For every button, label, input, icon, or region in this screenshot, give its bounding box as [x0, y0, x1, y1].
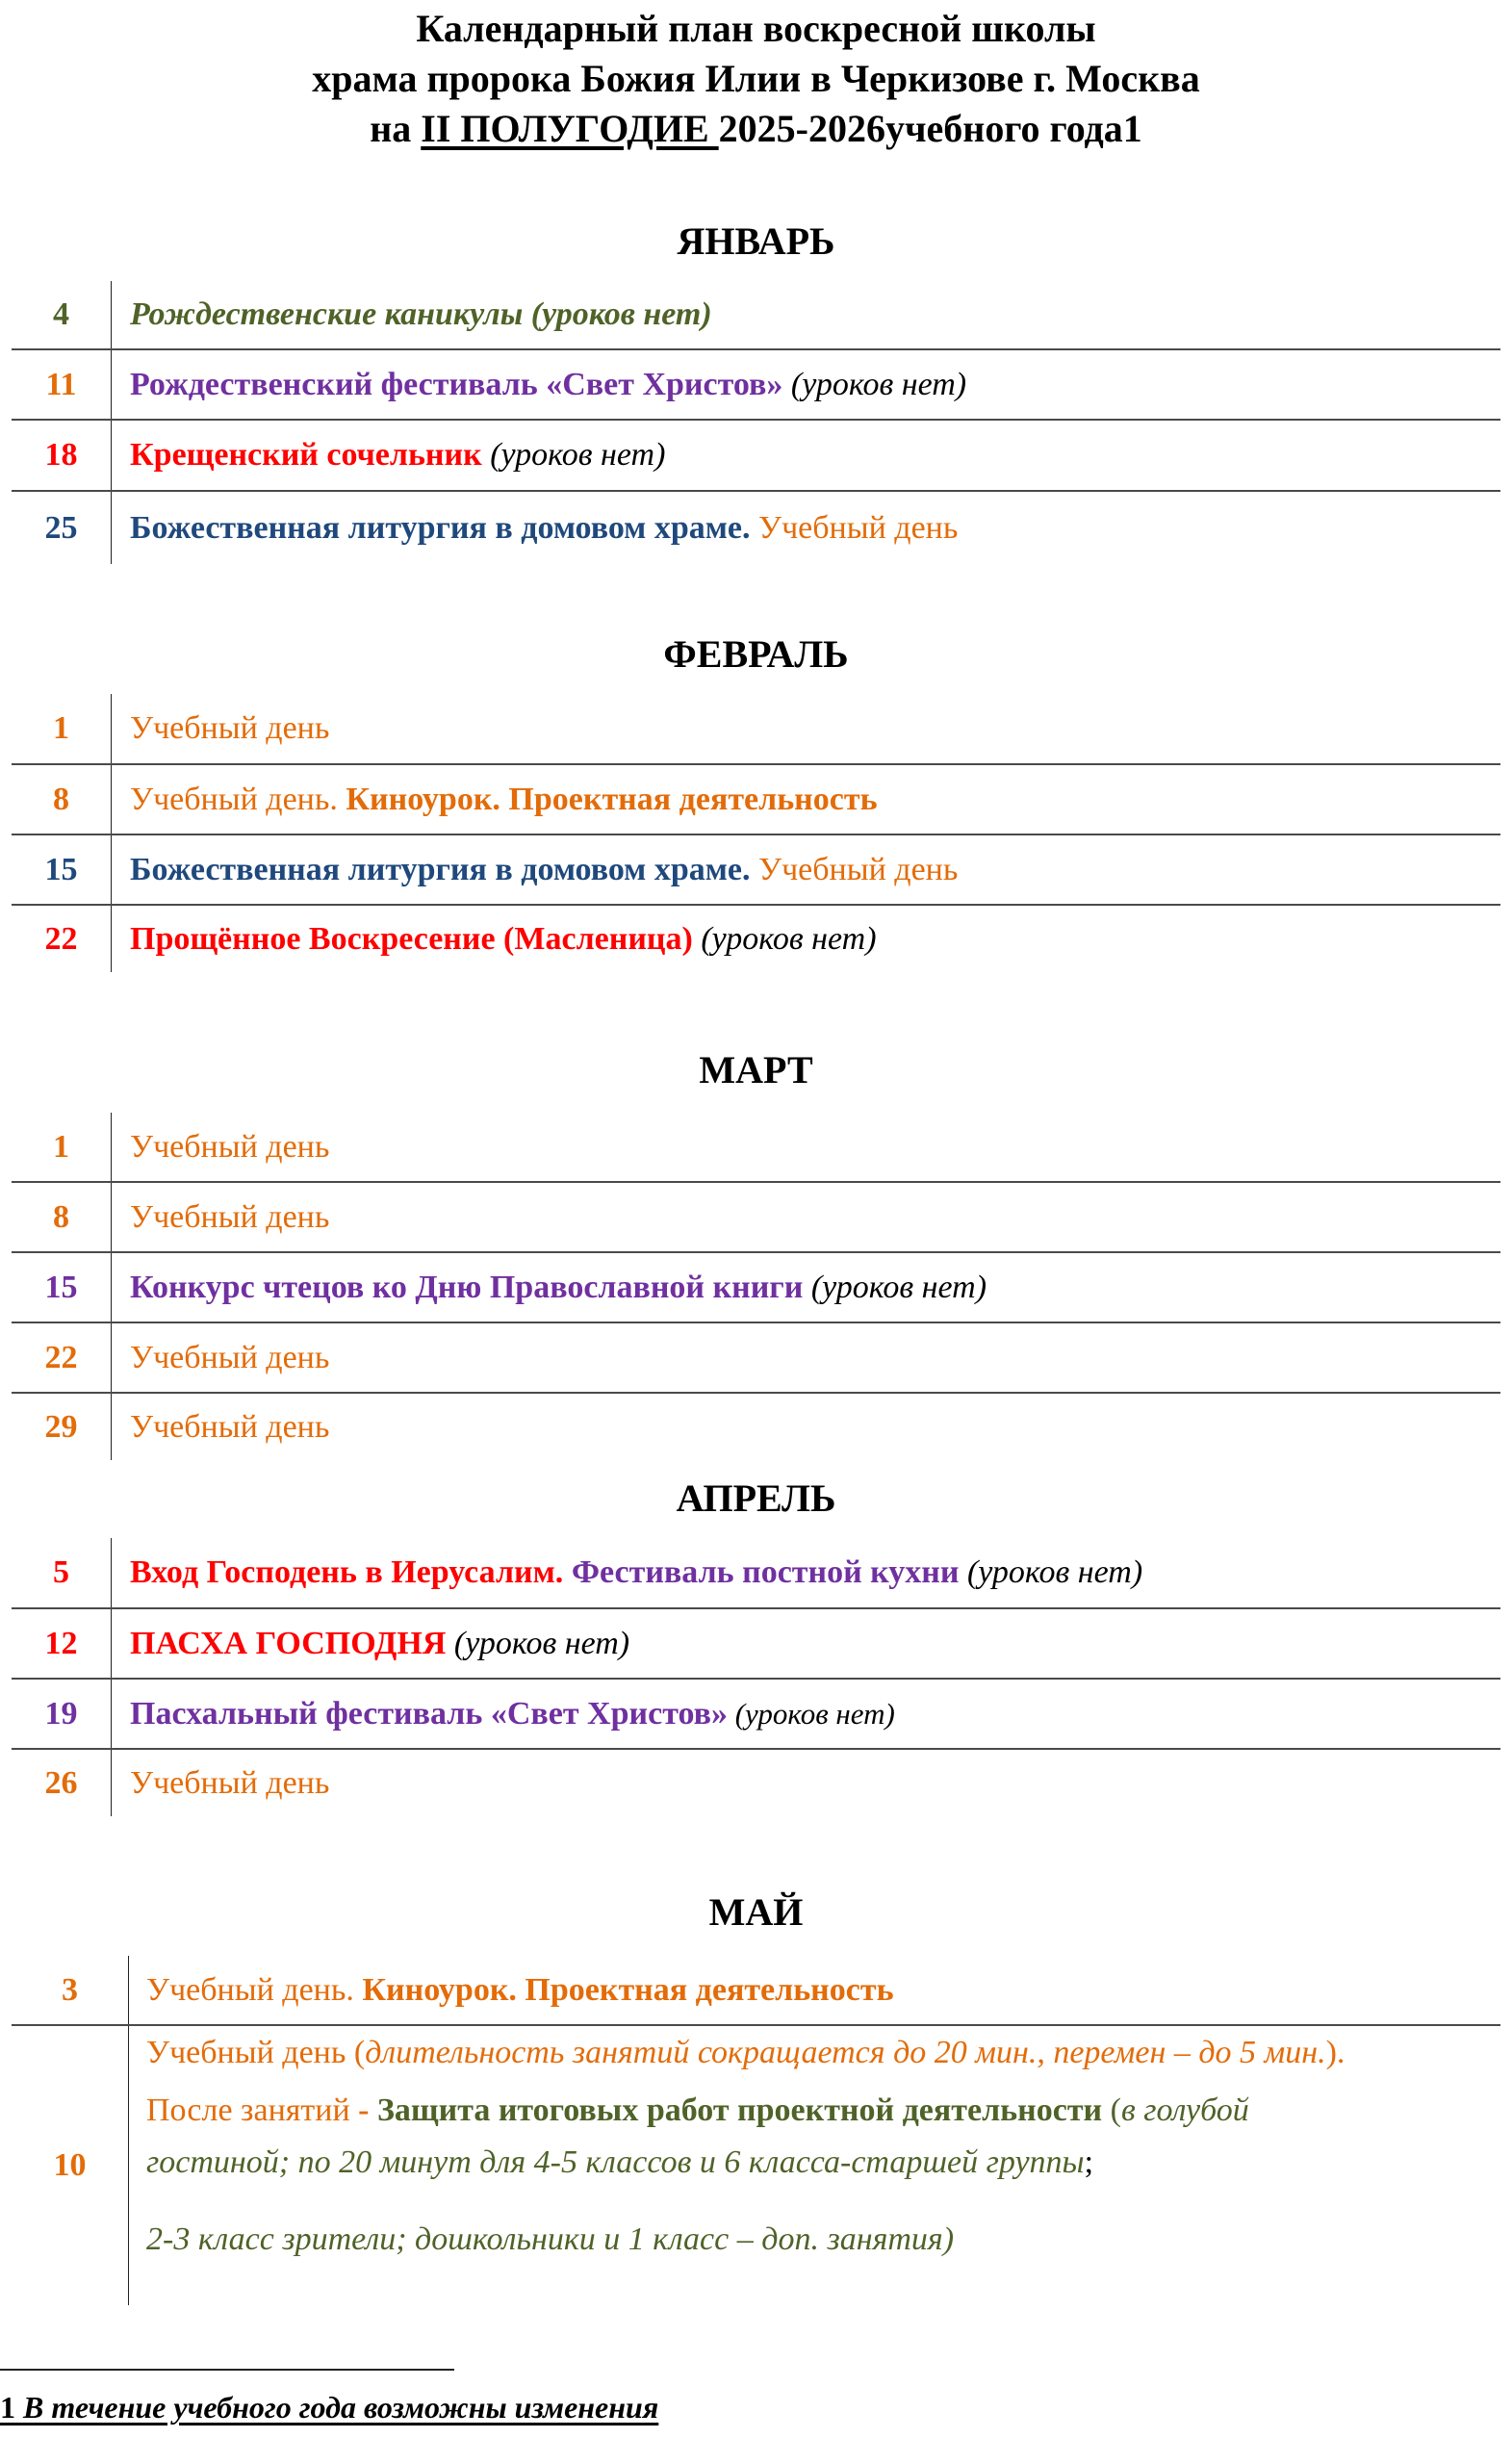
day-number: 22 — [44, 920, 78, 957]
event-description — [130, 1113, 1500, 1181]
month-heading-january: ЯНВАРЬ — [677, 219, 835, 263]
event-description — [130, 906, 1500, 972]
event-description — [130, 1750, 1500, 1816]
no-lessons-note: (уроков нет) — [782, 366, 967, 402]
event-text: Учебный день — [130, 1128, 330, 1165]
event-description — [130, 350, 1500, 419]
table-row — [12, 1538, 1500, 1607]
schedule-note: гостиной; по 20 минут для 4-5 классов и 6 класса-старшей группы — [146, 2144, 1085, 2180]
schedule-table-april — [12, 1538, 1500, 1816]
event-highlight: Киноурок. Проектная деятельность — [337, 781, 878, 817]
event-text: Учебный день — [130, 1764, 330, 1801]
table-row — [12, 281, 1500, 348]
title-line-1: Календарный план воскресной школы — [416, 7, 1096, 50]
semicolon: ; — [1084, 2144, 1094, 2180]
month-heading-march: МАРТ — [699, 1048, 813, 1091]
event-description — [130, 765, 1500, 834]
table-row — [12, 1678, 1500, 1748]
day-number: 26 — [44, 1764, 78, 1801]
table-row — [12, 694, 1500, 763]
dash: - — [349, 2092, 377, 2128]
no-lessons-note: (уроков нет) — [959, 1554, 1143, 1590]
event-highlight: Киноурок. Проектная деятельность — [353, 1971, 894, 2008]
event-text: Учебный день. — [146, 1971, 354, 2008]
table-row — [12, 1748, 1500, 1816]
schedule-table-march — [12, 1113, 1500, 1460]
study-day-note: Учебный день — [750, 509, 959, 546]
footnote-text: В течение учебного года возможны изменения — [15, 2390, 659, 2425]
event-text: Учебный день — [130, 1408, 330, 1445]
day-number: 29 — [44, 1408, 78, 1445]
table-row — [12, 1322, 1500, 1392]
duration-note: длительность занятий сокращается до 20 мин., перемен – до 5 мин. — [365, 2035, 1326, 2070]
audience-note: 2-3 класс зрители; дошкольники и 1 класс – доп. занятия) — [146, 2221, 955, 2257]
event-highlight: Фестиваль постной кухни — [563, 1554, 960, 1590]
table-row — [12, 763, 1500, 834]
day-number: 11 — [45, 366, 77, 402]
footnote-reference: 1 — [1122, 107, 1142, 150]
day-number: 18 — [44, 437, 78, 473]
day-number: 19 — [44, 1695, 78, 1732]
month-heading-april: АПРЕЛЬ — [676, 1476, 836, 1520]
event-description — [130, 694, 1500, 763]
table-row — [12, 1392, 1500, 1460]
after-classes-label: После занятий — [146, 2092, 350, 2128]
event-description — [146, 1956, 1500, 2024]
table-row — [12, 834, 1500, 904]
schedule-table-january — [12, 281, 1500, 564]
table-row — [12, 904, 1500, 972]
paren-open: ( — [1102, 2092, 1121, 2128]
table-row — [12, 1113, 1500, 1181]
event-description — [130, 835, 1500, 904]
title-prefix: на — [370, 107, 422, 150]
table-row — [12, 1251, 1500, 1322]
event-line-2 — [146, 2092, 1500, 2143]
event-description — [130, 1253, 1500, 1322]
day-number: 8 — [53, 1198, 69, 1235]
no-lessons-note: (уроков нет) — [481, 437, 666, 473]
day-number: 8 — [53, 781, 69, 817]
no-lessons-note: (уроков нет) — [727, 1696, 895, 1731]
event-line-3 — [146, 2143, 1500, 2220]
event-text: Учебный день ( — [146, 2035, 366, 2070]
month-heading-may: МАЙ — [708, 1890, 804, 1934]
day-number: 5 — [53, 1554, 69, 1590]
event-text: Прощённое Воскресение (Масленица) — [130, 920, 693, 957]
event-text: Рождественский фестиваль «Свет Христов» — [130, 366, 783, 402]
day-number: 12 — [44, 1625, 78, 1661]
day-number: 3 — [62, 1971, 78, 2008]
table-row — [12, 1181, 1500, 1251]
event-text: ПАСХА ГОСПОДНЯ — [130, 1625, 447, 1661]
event-text: Пасхальный фестиваль «Свет Христов» — [130, 1695, 728, 1732]
document-title — [0, 4, 1512, 154]
study-day-note: Учебный день — [750, 851, 959, 887]
event-description — [130, 281, 1500, 348]
title-line-2: храма пророка Божия Илии в Черкизове г. Москва — [312, 57, 1200, 100]
footnote-separator — [0, 2369, 454, 2371]
event-description — [130, 492, 1500, 564]
title-year: 2025-2026учебного года — [718, 107, 1123, 150]
event-text: Конкурс чтецов ко Дню Православной книги — [130, 1269, 804, 1305]
table-row — [12, 490, 1500, 564]
day-number: 1 — [53, 710, 69, 746]
event-text: Рождественские каникулы (уроков нет) — [130, 296, 712, 332]
title-semester: II ПОЛУГОДИЕ — [421, 107, 719, 150]
event-text: Вход Господень в Иерусалим. — [130, 1554, 564, 1590]
no-lessons-note: (уроков нет) — [803, 1269, 987, 1305]
table-row — [12, 419, 1500, 490]
event-text: Учебный день — [130, 1339, 330, 1375]
event-description — [146, 2034, 1500, 2305]
day-number: 15 — [44, 1269, 78, 1305]
punctuation: ). — [1325, 2035, 1345, 2070]
event-text: Божественная литургия в домовом храме. — [130, 851, 751, 887]
day-number: 1 — [53, 1128, 69, 1165]
table-row — [12, 348, 1500, 419]
event-line-4 — [146, 2220, 1500, 2258]
event-description — [130, 1323, 1500, 1392]
footnote — [0, 2390, 658, 2426]
day-number: 10 — [53, 2147, 87, 2183]
schedule-table-may — [12, 1956, 1500, 2305]
event-description — [130, 1680, 1500, 1748]
title-line-3 — [0, 104, 1512, 154]
event-description — [130, 1183, 1500, 1251]
event-text: Крещенский сочельник — [130, 437, 482, 473]
event-text: Божественная литургия в домовом храме. — [130, 509, 751, 546]
footnote-number: 1 — [0, 2390, 15, 2425]
no-lessons-note: (уроков нет) — [692, 920, 877, 957]
event-description — [130, 1538, 1500, 1607]
event-description — [130, 421, 1500, 490]
schedule-table-february — [12, 694, 1500, 972]
month-heading-february: ФЕВРАЛЬ — [663, 632, 849, 676]
event-text: Учебный день — [130, 1198, 330, 1235]
table-row — [12, 1607, 1500, 1678]
table-row — [12, 2024, 1500, 2305]
day-number: 25 — [44, 509, 78, 546]
event-text: Учебный день. — [130, 781, 338, 817]
no-lessons-note: (уроков нет) — [446, 1625, 630, 1661]
event-description — [130, 1609, 1500, 1678]
event-description — [130, 1394, 1500, 1460]
day-number: 22 — [44, 1339, 78, 1375]
day-number: 4 — [53, 296, 69, 332]
event-line-1 — [146, 2034, 1500, 2092]
day-number: 15 — [44, 851, 78, 887]
location-note: в голубой — [1120, 2092, 1249, 2128]
project-defense: Защита итоговых работ проектной деятельности — [376, 2092, 1103, 2128]
table-row — [12, 1956, 1500, 2024]
event-text: Учебный день — [130, 710, 330, 746]
